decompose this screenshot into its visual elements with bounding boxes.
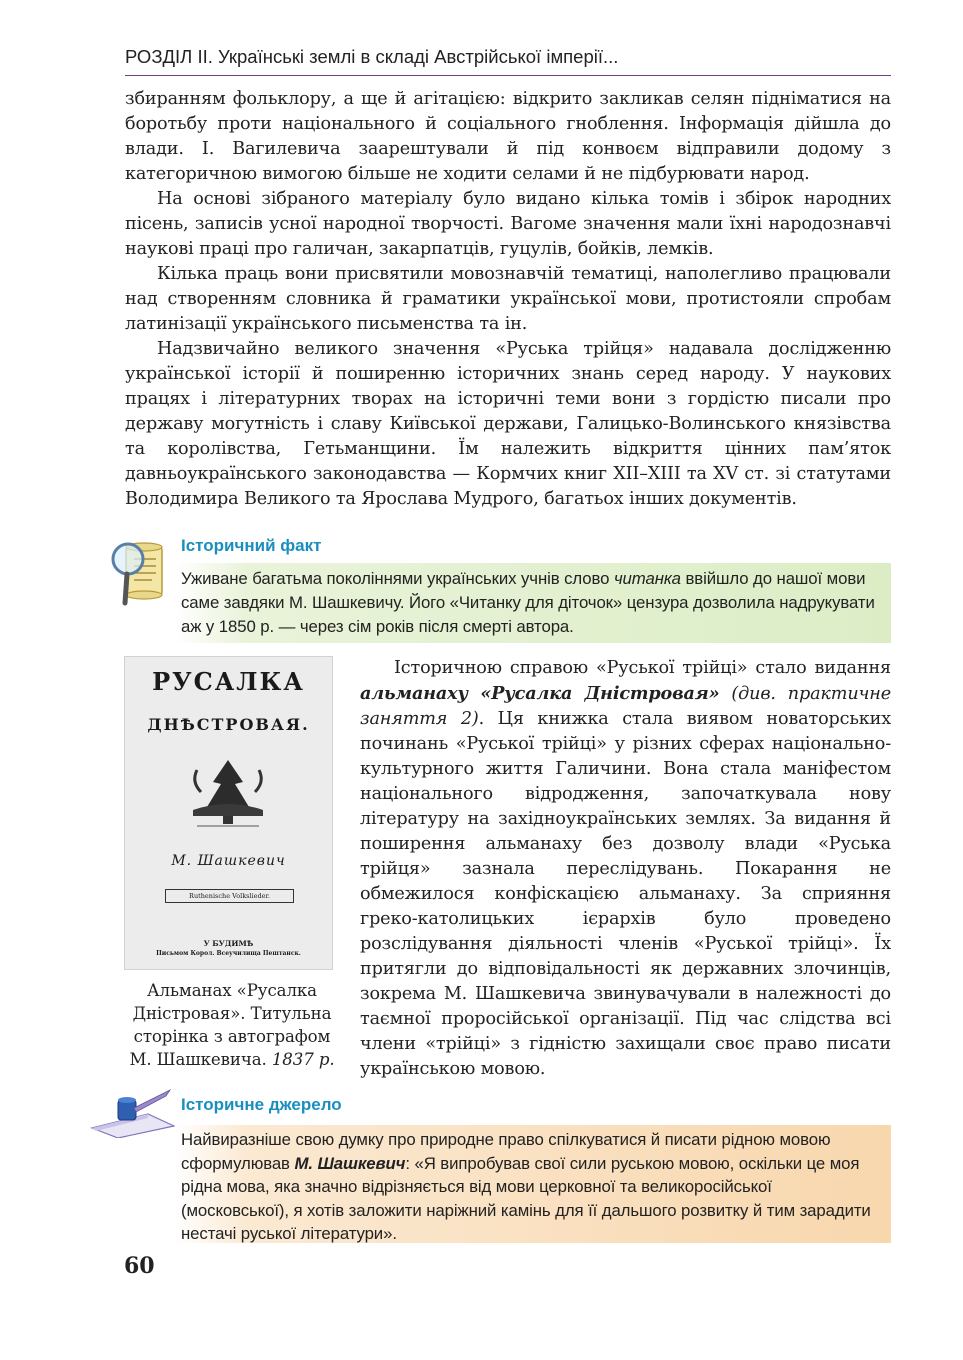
column-text bbox=[360, 656, 891, 1082]
scroll-magnifier-icon bbox=[104, 535, 174, 607]
source-heading: Історичне джерело bbox=[181, 1095, 342, 1114]
paragraph-2: На основі зібраного матеріалу було видано кілька томів і збірок народних пісень, записів усної народної творчості. Вагоме значення мали їхні народознавчі наукові праці про галичан, закарпатців, гуцулів, бойків, лемків. bbox=[125, 189, 891, 259]
running-header: РОЗДІЛ ІІ. Українські землі в складі Австрійської імперії... bbox=[125, 46, 619, 67]
source-text bbox=[181, 1128, 881, 1246]
figure-caption bbox=[124, 979, 340, 1071]
fact-text-a: Уживане багатьма поколіннями українських учнів слово bbox=[181, 569, 614, 588]
fact-heading: Історичний факт bbox=[181, 536, 322, 555]
fact-text-b: ввійшло до нашої мови саме завдяки М. Шашкевичу. Його «Читанку для діточок» цензура дозволила надрукувати аж у 1850 р. — через сім років після смерті автора. bbox=[181, 569, 875, 636]
header-rule bbox=[125, 75, 891, 76]
inkwell-quill-icon bbox=[88, 1088, 178, 1138]
column-text-bold: альманаху «Русалка Дністровая» bbox=[360, 683, 720, 704]
figure-imprint-1: У БУДИМѢ bbox=[203, 939, 254, 948]
fact-text-em: читанка bbox=[613, 569, 681, 588]
figure-title-line-2: ДНѢСТРОВАЯ. bbox=[147, 715, 310, 734]
column-text-italic: (див. практичне заняття 2) bbox=[360, 684, 891, 729]
paragraph-3: Кілька праць вони присвятили мовознавчій тематиці, наполегливо працювали над створенням словника й граматики української мови, протистояли спробам латинізації українського письменства та ін. bbox=[125, 264, 891, 334]
figure-title-line-1: РУСАЛКА bbox=[152, 667, 305, 696]
figure-imprint-2: Письмом Корол. Всеучилища Пештанск. bbox=[156, 950, 301, 957]
source-text-name: М. Шашкевич bbox=[294, 1153, 406, 1173]
fact-text bbox=[181, 567, 887, 639]
main-text bbox=[125, 87, 891, 512]
caption-year: 1837 р. bbox=[271, 1050, 335, 1069]
figure-ribbon: Ruthenische Volkslieder. bbox=[165, 889, 294, 903]
source-text-b: : «Я випробував свої сили руською мовою, оскільки це моя рідна мова, яка значно відрізняється від мови церковної та великоросійської (московської), я хотів заложити наріжний камінь для її дальшого розвитку й тим зарадити нестачі руської літератури». bbox=[181, 1153, 871, 1243]
almanac-title-page-image bbox=[124, 656, 333, 970]
page-number: 60 bbox=[124, 1253, 155, 1279]
caption-text: Альманах «Русалка Дністровая». Титульна сторінка з автографом М. Шашкевича. bbox=[129, 981, 332, 1069]
column-text-2: . Ця книжка стала виявом новаторських починань «Руської трійці» у різних сферах національно-культурного життя Галичини. Вона стала маніфестом національного відродження, започаткувала нову літературу на західноукраїнських землях. За видання й поширення альманаху без дозволу влади «Руська трійця» зазнала переслідувань. Покарання не обмежилося конфіскацією альманаху. За сприяння греко-католицьких ієрархів було проведено розслідування діяльності членів «Руської трійці». Їх притягли до відповідальності як державних злочинців, зокрема М. Шашкевича звинувачували в належності до таємної проросійської організації. Під час слідства всі члени «трійці» з гідністю захищали своє право писати українською мовою. bbox=[360, 709, 891, 1079]
paragraph-4: Надзвичайно великого значення «Руська трійця» надавала дослідженню української історії й поширенню історичних знань серед народу. У наукових працях і літературних творах на історичні теми вони з гордістю писали про державу могутність і славу Київської держави, Галицько-Волинського князівства та королівства, Гетьманщини. Їм належить відкриття цінних пам’яток давньоукраїнського законодавства — Кормчих книг XII–XIII та XV ст. зі статутами Володимира Великого та Ярослава Мудрого, багатьох інших документів. bbox=[125, 339, 891, 509]
vignette-ornament-icon bbox=[183, 752, 273, 832]
source-text-a: Найвиразніше свою думку про природне право спілкуватися й писати рідною мовою сформулював bbox=[181, 1130, 831, 1173]
column-paragraph bbox=[360, 656, 891, 1082]
column-text-1: Історичною справою «Руської трійці» стало видання bbox=[394, 658, 891, 678]
paragraph-1: збиранням фольклору, а ще й агітацією: відкрито закликав селян підніматися на боротьбу проти національного й соціального гноблення. Інформація дійшла до влади. І. Вагилевича заарештували й під конвоєм відправили додому з категоричною вимогою більше не ходити селами й не підбурювати народ. bbox=[125, 89, 891, 184]
figure-signature: М. Шашкевич bbox=[171, 853, 286, 869]
